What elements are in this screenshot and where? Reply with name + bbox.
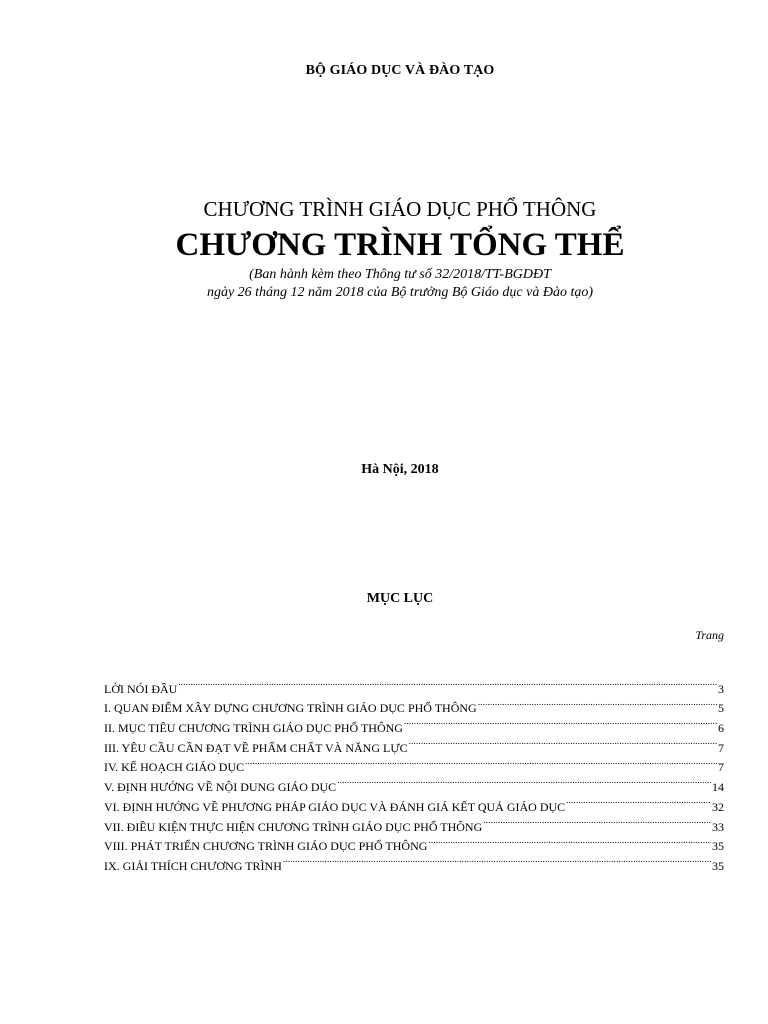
toc-entry-title: III. YÊU CẦU CẦN ĐẠT VỀ PHẨM CHẤT VÀ NĂNG LỰC bbox=[104, 740, 408, 755]
toc-entry-title: VI. ĐỊNH HƯỚNG VỀ PHƯƠNG PHÁP GIÁO DỤC VÀ ĐÁNH GIÁ KẾT QUẢ GIÁO DỤC bbox=[104, 799, 566, 814]
toc-leader-dots bbox=[245, 752, 717, 772]
toc-leader-dots bbox=[409, 732, 717, 752]
toc-leader-dots bbox=[428, 831, 711, 851]
toc-entry-page: 32 bbox=[712, 799, 724, 814]
toc-entry-page: 6 bbox=[718, 721, 724, 736]
toc-entry-title: VII. ĐIỀU KIỆN THỰC HIỆN CHƯƠNG TRÌNH GIÁO DỤC PHỔ THÔNG bbox=[104, 819, 483, 834]
toc-entry-page: 35 bbox=[712, 839, 724, 854]
toc-entry-title: V. ĐỊNH HƯỚNG VỀ NỘI DUNG GIÁO DỤC bbox=[104, 780, 337, 795]
toc-entry[interactable] bbox=[104, 673, 724, 696]
toc-entry-page: 7 bbox=[718, 760, 724, 775]
toc-leader-dots bbox=[483, 811, 711, 831]
toc-leader-dots bbox=[178, 673, 717, 693]
toc-entry-page: 35 bbox=[712, 858, 724, 873]
toc-entry-title: I. QUAN ĐIỂM XÂY DỰNG CHƯƠNG TRÌNH GIÁO DỤC PHỔ THÔNG bbox=[104, 701, 477, 716]
toc-leader-dots bbox=[283, 850, 711, 870]
toc-leader-dots bbox=[404, 712, 717, 732]
toc-entry-title: IV. KẾ HOẠCH GIÁO DỤC bbox=[104, 760, 245, 775]
toc-leader-dots bbox=[478, 693, 717, 713]
toc-entry-title: II. MỤC TIÊU CHƯƠNG TRÌNH GIÁO DỤC PHỔ THÔNG bbox=[104, 721, 403, 736]
issuance-note-line-2: ngày 26 tháng 12 năm 2018 của Bộ trưởng Bộ Giáo dục và Đào tạo) bbox=[206, 285, 594, 300]
toc-entry-page: 3 bbox=[718, 681, 724, 696]
document-title: CHƯƠNG TRÌNH TỔNG THỂ bbox=[175, 227, 625, 263]
ministry-name: BỘ GIÁO DỤC VÀ ĐÀO TẠO bbox=[305, 63, 495, 78]
toc-entry-title: IX. GIẢI THÍCH CHƯƠNG TRÌNH bbox=[104, 858, 282, 873]
toc-heading: MỤC LỤC bbox=[366, 591, 434, 606]
toc-leader-dots bbox=[337, 771, 711, 791]
toc-entry-title: VIII. PHÁT TRIỂN CHƯƠNG TRÌNH GIÁO DỤC PHỔ THÔNG bbox=[104, 839, 428, 854]
toc-entry-page: 14 bbox=[712, 780, 724, 795]
toc-page-label: Trang bbox=[695, 628, 724, 642]
issuance-note-line-1: (Ban hành kèm theo Thông tư số 32/2018/TT-BGDĐT bbox=[249, 267, 551, 282]
place-date: Hà Nội, 2018 bbox=[361, 462, 439, 477]
toc-entry-page: 33 bbox=[712, 819, 724, 834]
toc-entry[interactable] bbox=[104, 693, 724, 716]
toc-entry-page: 5 bbox=[718, 701, 724, 716]
toc-entry-page: 7 bbox=[718, 740, 724, 755]
table-of-contents bbox=[104, 673, 724, 873]
document-subtitle: CHƯƠNG TRÌNH GIÁO DỤC PHỔ THÔNG bbox=[203, 197, 597, 221]
toc-entry-title: LỜI NÓI ĐẦU bbox=[104, 681, 178, 696]
toc-leader-dots bbox=[566, 791, 711, 811]
